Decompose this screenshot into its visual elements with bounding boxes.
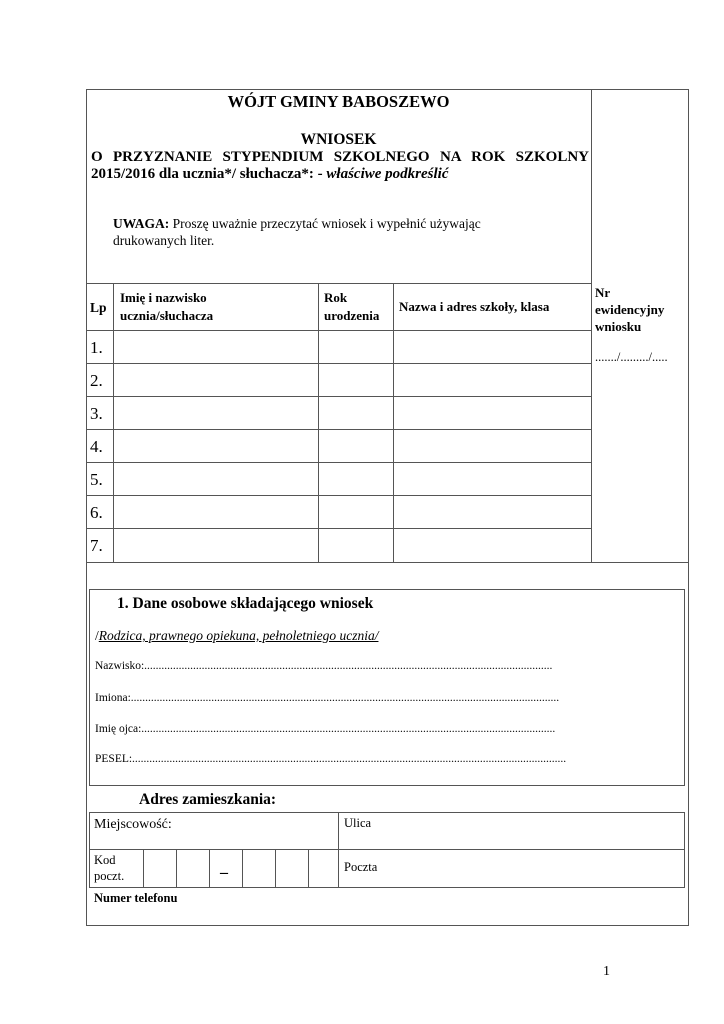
notice-text: Proszę uważnie przeczytać wniosek i wypełnić używając: [169, 216, 481, 231]
application-title-line1: O PRZYZNANIE STYPENDIUM SZKOLNEGO NA ROK SZKOLNY: [91, 149, 589, 165]
father-name-field[interactable]: Imię ojca:................................................................................................................................................: [95, 723, 556, 735]
table-col-divider: [318, 283, 319, 562]
table-row-number: 4.: [90, 437, 103, 456]
postal-code-label-2: poczt.: [94, 869, 125, 883]
table-row-line: [86, 462, 591, 463]
school-year-text: 2015/2016 dla ucznia*/ słuchacza*: -: [91, 166, 327, 182]
surname-field[interactable]: Nazwisko:..............................................................................................................................................: [95, 660, 553, 672]
table-row-line: [86, 363, 591, 364]
street-field[interactable]: Ulica: [344, 816, 372, 830]
town-field[interactable]: Miejscowość:: [94, 817, 172, 832]
table-row-number: 6.: [90, 503, 103, 522]
subtitle-text: Rodzica, prawnego opiekuna, pełnoletniego ucznia/: [98, 628, 379, 643]
col-header-year-1: Rok: [324, 290, 348, 305]
postal-box-divider: [176, 849, 177, 888]
table-row-line: [86, 495, 591, 496]
section-1-subtitle: [95, 628, 378, 644]
post-office-field[interactable]: Poczta: [344, 860, 378, 874]
document-type: WNIOSEK: [300, 131, 377, 148]
table-col-divider: [393, 283, 394, 562]
address-title: Adres zamieszkania:: [139, 791, 277, 808]
address-table: [89, 812, 685, 888]
col-header-name-1: Imię i nazwisko: [120, 290, 207, 305]
postal-code-dash: –: [220, 864, 228, 881]
table-col-divider: [113, 283, 114, 562]
postal-box-divider: [275, 849, 276, 888]
application-title-line2: [91, 166, 449, 183]
postal-box-divider: [308, 849, 309, 888]
page-number: 1: [603, 964, 610, 979]
notice-label: UWAGA:: [113, 216, 170, 231]
phone-label: Numer telefonu: [94, 891, 178, 905]
table-row-line: [86, 528, 591, 529]
table-row-line: [86, 396, 591, 397]
col-header-school: Nazwa i adres szkoły, klasa: [399, 299, 550, 314]
postal-box-divider: [143, 849, 144, 888]
address-row-divider: [89, 849, 685, 850]
col-header-lp: Lp: [90, 300, 107, 315]
postal-box-divider: [242, 849, 243, 888]
table-row-number: 2.: [90, 371, 103, 390]
reg-label-1: Nr: [595, 285, 611, 300]
reg-label-2: ewidencyjny: [595, 302, 665, 317]
col-header-year-2: urodzenia: [324, 308, 380, 323]
address-col-divider: [338, 812, 339, 888]
table-row-number: 3.: [90, 404, 103, 423]
pesel-field[interactable]: PESEL:.......................................................................................................................................................: [95, 753, 567, 765]
table-row-number: 5.: [90, 470, 103, 489]
notice-text-2: drukowanych liter.: [113, 233, 215, 248]
top-section-divider: [86, 562, 689, 563]
reg-label-3: wniosku: [595, 319, 642, 334]
office-title: WÓJT GMINY BABOSZEWO: [227, 92, 450, 111]
col-header-name-2: ucznia/słuchacza: [120, 308, 214, 323]
reg-column-divider: [591, 89, 592, 562]
notice: [113, 216, 481, 232]
table-row-number: 7.: [90, 536, 103, 555]
reg-number-field[interactable]: ......./........./.....: [595, 350, 668, 364]
table-top-border: [86, 283, 591, 284]
underline-hint: właściwe podkreślić: [326, 166, 449, 182]
postal-code-label-1: Kod: [94, 853, 116, 867]
first-names-field[interactable]: Imiona:.....................................................................................................................................................: [95, 692, 560, 704]
postal-box-divider: [209, 849, 210, 888]
table-header-bottom: [86, 330, 591, 331]
subtitle-prefix: /: [95, 628, 99, 643]
section-1-title: 1. Dane osobowe składającego wniosek: [117, 595, 374, 612]
table-row-number: 1.: [90, 338, 103, 357]
table-row-line: [86, 429, 591, 430]
